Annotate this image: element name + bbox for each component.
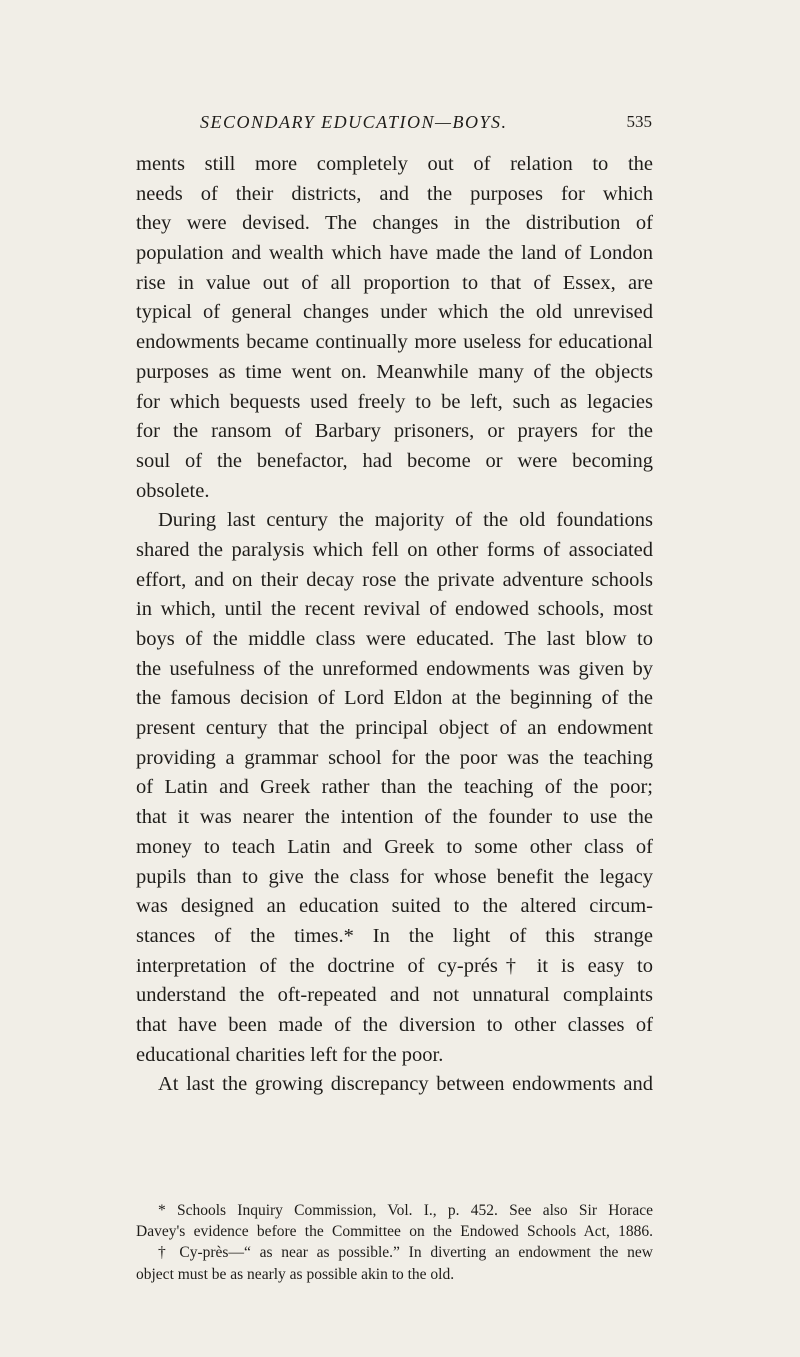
text-line: that have been made of the diversion to other classes of <box>136 1013 653 1036</box>
text-line: needs of their districts, and the purposes for which <box>136 182 653 205</box>
text-line: ments still more completely out of relation to the <box>136 153 653 175</box>
footnote-line: * Schools Inquiry Commission, Vol. I., p. 452. See also Sir Horace <box>158 1202 653 1219</box>
running-title: SECONDARY EDUCATION—BOYS. <box>200 112 508 132</box>
text-line: in which, until the recent revival of endowed schools, most <box>136 598 653 621</box>
text-line: effort, and on their decay rose the private adventure schools <box>136 568 653 591</box>
text-line: the usefulness of the unreformed endowments was given by <box>136 657 653 680</box>
text-line: boys of the middle class were educated. The last blow to <box>136 628 653 650</box>
text-line: soul of the benefactor, had become or were becoming <box>136 449 653 472</box>
text-line: money to teach Latin and Greek to some other class of <box>136 835 653 858</box>
paragraph-start-line: During last century the majority of the old foundations <box>158 509 653 532</box>
text-line: pupils than to give the class for whose benefit the legacy <box>136 865 653 888</box>
text-line: the famous decision of Lord Eldon at the beginning of the <box>136 687 653 710</box>
text-line: interpretation of the doctrine of cy-prés† it is easy to <box>136 954 653 977</box>
footnote-line: object must be as nearly as possible akin to the old. <box>136 1265 455 1283</box>
text-line: population and wealth which have made the land of London <box>136 242 653 265</box>
footnotes <box>136 1200 653 1285</box>
text-line: stances of the times.* In the light of this strange <box>136 924 653 947</box>
text-line: for the ransom of Barbary prisoners, or prayers for the <box>136 420 653 443</box>
text-line: that it was nearer the intention of the founder to use the <box>136 806 653 829</box>
text-line: endowments became continually more useless for educational <box>136 331 653 354</box>
footnote-line: Davey's evidence before the Committee on the Endowed Schools Act, 1886. <box>136 1223 653 1241</box>
page-number: 535 <box>626 112 652 131</box>
text-line: present century that the principal object of an endowment <box>136 717 653 740</box>
text-line: obsolete. <box>136 479 210 502</box>
footnote-line: † Cy-près—“ as near as possible.” In diverting an endowment the new <box>158 1244 653 1262</box>
paragraph-start-line: At last the growing discrepancy between endowments and <box>158 1073 653 1096</box>
text-line: purposes as time went on. Meanwhile many of the objects <box>136 360 653 383</box>
text-line: of Latin and Greek rather than the teaching of the poor; <box>136 776 653 799</box>
text-line: typical of general changes under which the old unrevised <box>136 301 653 324</box>
body-text <box>136 150 653 1100</box>
text-line: for which bequests used freely to be left, such as legacies <box>136 390 653 413</box>
text-line: rise in value out of all proportion to that of Essex, are <box>136 271 653 294</box>
text-line: was designed an education suited to the altered circum- <box>136 895 653 918</box>
text-line: they were devised. The changes in the distribution of <box>136 212 653 235</box>
text-line: educational charities left for the poor. <box>136 1043 444 1066</box>
text-line: providing a grammar school for the poor was the teaching <box>136 746 653 769</box>
text-line: understand the oft-repeated and not unnatural complaints <box>136 984 653 1007</box>
text-line: shared the paralysis which fell on other forms of associated <box>136 538 653 561</box>
